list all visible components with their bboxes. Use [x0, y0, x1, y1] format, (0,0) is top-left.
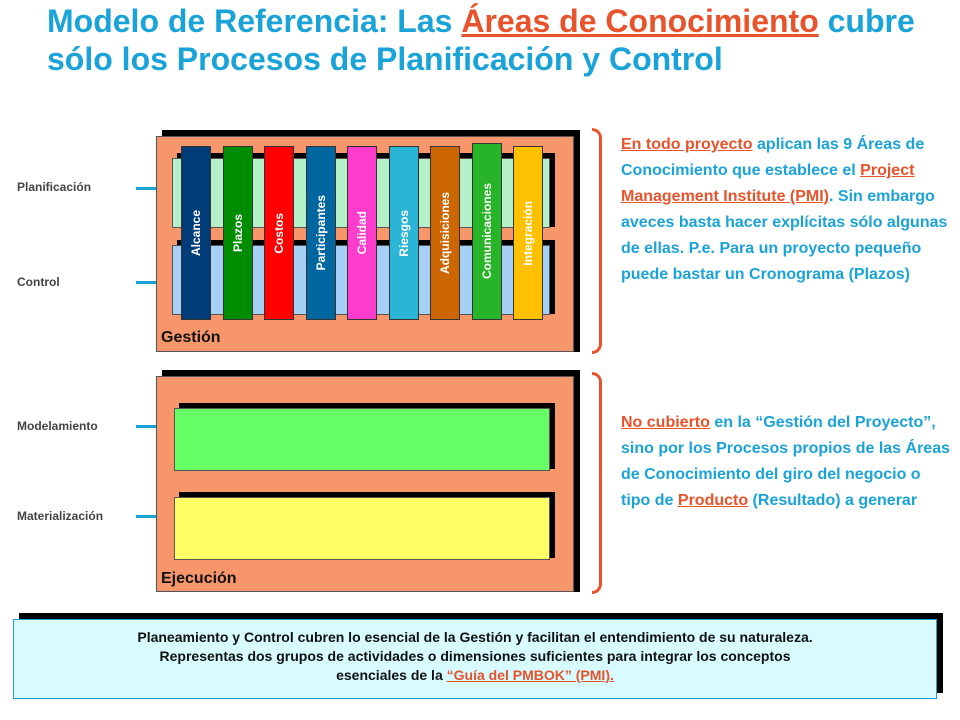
arrow-materializacion	[136, 515, 158, 518]
knowledge-area-costos	[264, 146, 294, 320]
knowledge-area-label: Costos	[272, 212, 286, 254]
right-text-gestion-part2: . Sin embargo aveces basta hacer explícitas sólo algunas de ellas. P.e. Para un proyecto pequeño puede bastar un Cronograma (Plazos)	[621, 188, 948, 283]
knowledge-area-label: Integración	[521, 200, 535, 266]
materializacion-band	[174, 497, 550, 560]
brace-gestion	[592, 128, 602, 354]
knowledge-area-comunicaciones	[472, 143, 502, 320]
link-pmi[interactable]: Project Management Institute (PMI)	[621, 162, 915, 205]
arrow-planificacion	[136, 187, 158, 190]
page-title	[47, 2, 947, 78]
modelamiento-band	[174, 408, 550, 471]
label-control: Control	[17, 275, 60, 289]
label-materializacion: Materialización	[17, 509, 104, 523]
link-producto[interactable]: Producto	[677, 492, 749, 509]
knowledge-area-label: Adquisiciones	[438, 191, 452, 274]
knowledge-area-participantes	[306, 146, 336, 320]
knowledge-area-calidad	[347, 146, 377, 320]
knowledge-area-integración	[513, 146, 543, 320]
right-text-gestion-part1: aplican las 9 Áreas de Conocimiento que establece el	[621, 136, 925, 179]
right-text-ejecucion-part1: en la “Gestión del Proyecto”, sino por los Procesos propios de las Áreas de Conocimiento del giro del negocio o tipo de	[621, 414, 950, 509]
link-en-todo-proyecto[interactable]: En todo proyecto	[621, 136, 753, 153]
knowledge-area-alcance	[181, 146, 211, 320]
gestion-label: Gestión	[161, 329, 221, 346]
knowledge-area-label: Riesgos	[397, 209, 411, 257]
bottom-line-1: Planeamiento y Control cubren lo esencial de la Gestión y facilitan el entendimiento de su naturaleza.	[137, 629, 813, 645]
bottom-line-2: Representas dos grupos de actividades o dimensiones suficientes para integrar los conceptos	[159, 648, 791, 664]
knowledge-area-label: Alcance	[189, 209, 203, 257]
brace-ejecucion	[592, 372, 602, 594]
label-planificacion: Planificación	[17, 180, 92, 194]
link-guia-pmbok[interactable]: “Guía del PMBOK” (PMI).	[446, 667, 614, 683]
right-text-gestion	[621, 132, 951, 288]
title-text-2: cubre sólo los Procesos de Planificación y Control	[47, 3, 915, 77]
right-text-ejecucion	[621, 410, 951, 514]
label-modelamiento: Modelamiento	[17, 419, 98, 433]
knowledge-area-label: Participantes	[314, 195, 328, 271]
link-no-cubierto[interactable]: No cubierto	[621, 414, 710, 431]
knowledge-area-label: Comunicaciones	[480, 183, 494, 280]
knowledge-area-plazos	[223, 146, 253, 320]
title-link[interactable]: Áreas de Conocimiento	[461, 3, 819, 39]
right-text-ejecucion-part2: (Resultado) a generar	[748, 492, 918, 509]
knowledge-area-riesgos	[389, 146, 419, 320]
bottom-line-3	[14, 666, 936, 685]
ejecucion-label: Ejecución	[161, 570, 237, 587]
bottom-summary-box	[13, 619, 937, 699]
arrow-modelamiento	[136, 425, 158, 428]
knowledge-area-label: Plazos	[231, 213, 245, 252]
title-text-1: Modelo de Referencia: Las	[47, 3, 462, 39]
knowledge-area-label: Calidad	[355, 211, 369, 255]
arrow-control	[136, 281, 158, 284]
bottom-line-3-text: esenciales de la	[336, 667, 447, 683]
knowledge-area-adquisiciones	[430, 146, 460, 320]
